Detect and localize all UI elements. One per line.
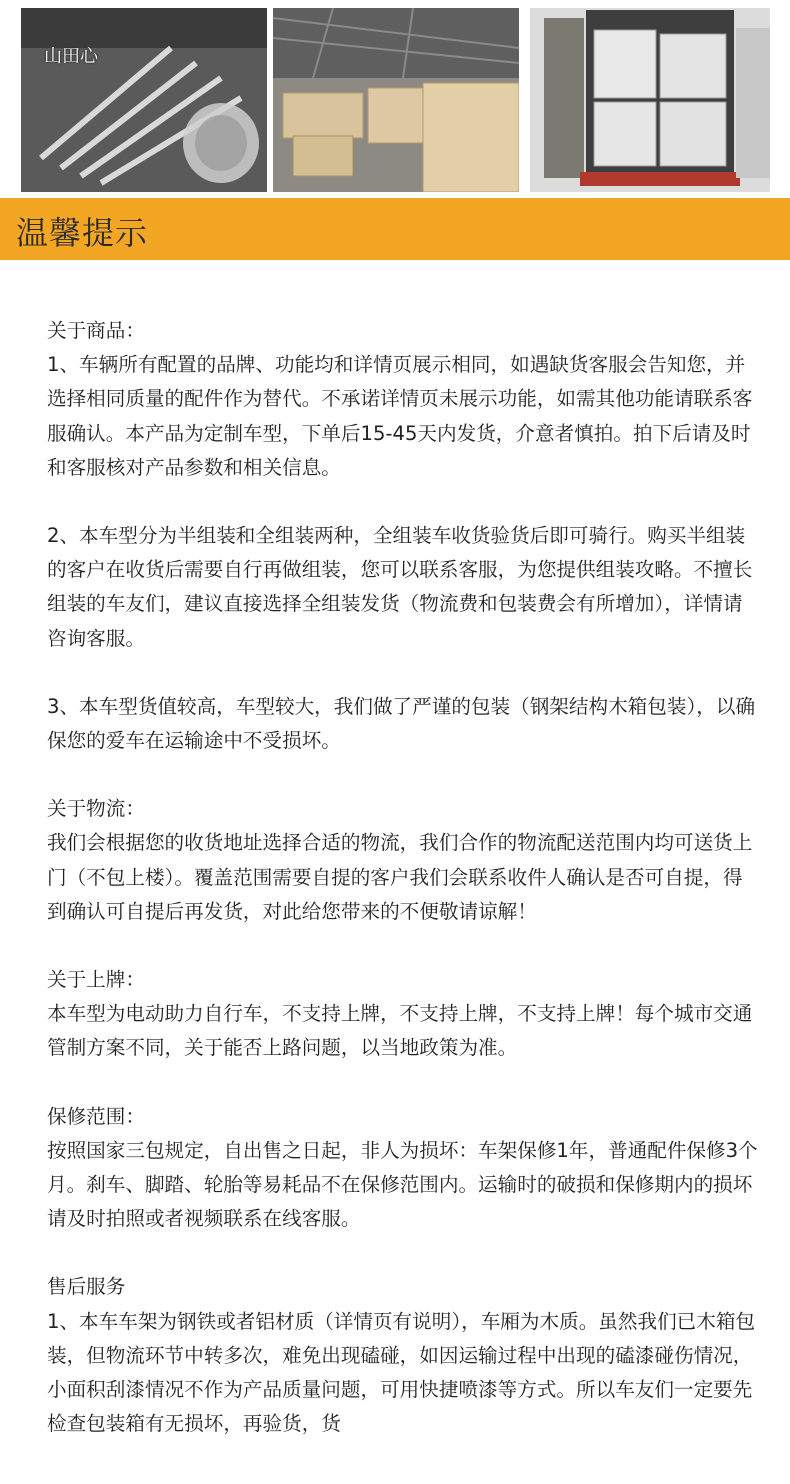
banner-title: 温馨提示 bbox=[16, 214, 149, 252]
photo-strip bbox=[0, 0, 790, 196]
photo-watermark: 山田心 bbox=[44, 46, 98, 67]
warranty-heading: 保修范围： bbox=[47, 1104, 145, 1128]
aftersales-heading: 售后服务 bbox=[47, 1275, 126, 1299]
bicycle-frames-illustration bbox=[21, 8, 267, 192]
goods-paragraph-1: 1、车辆所有配置的品牌、功能均和详情页展示相同，如遇缺货客服会告知您，并选择相同质量的配件作为替代。不承诺详情页未展示功能，如需其他功能请联系客服确认。本产品为定制车型，下单后15-45天内发货，介意者慎拍。拍下后请及时和客服核对产品参数和相关信息。 bbox=[47, 353, 753, 479]
photo-truck-crates bbox=[530, 8, 770, 192]
truck-crates-illustration bbox=[530, 8, 770, 192]
notice-banner bbox=[0, 198, 790, 260]
aftersales-paragraph-1: 1、本车车架为钢铁或者铝材质（详情页有说明），车厢为木质。虽然我们已木箱包装，但物流环节中转多次，难免出现磕碰，如因运输过程中出现的磕漆碰伤情况，小面积刮漆情况不作为产品质量问题，可用快捷喷漆等方式。所以车友们一定要先检查包装箱有无损坏，再验货，货 bbox=[47, 1309, 756, 1436]
goods-heading: 关于商品： bbox=[47, 319, 145, 342]
warehouse-crates-illustration bbox=[273, 8, 519, 192]
goods-paragraph-2: 2、本车型分为半组装和全组装两种，全组装车收货验货后即可骑行。购买半组装的客户在收货后需要自行再做组装，您可以联系客服，为您提供组装攻略。不擅长组装的车友们，建议直接选择全组装发货（物流费和包装费会有所增加），详情请咨询客服。 bbox=[47, 524, 753, 650]
photo-bicycle-frames bbox=[21, 8, 267, 192]
notice-content bbox=[47, 314, 762, 1441]
photo-wooden-crates bbox=[273, 8, 519, 192]
warranty-paragraph: 按照国家三包规定，自出售之日起，非人为损坏：车架保修1年，普通配件保修3个月。刹车、脚踏、轮胎等易耗品不在保修范围内。运输时的破损和保修期内的损坏请及时拍照或者视频联系在线客服。 bbox=[47, 1138, 758, 1231]
logistics-heading: 关于物流： bbox=[47, 797, 145, 821]
goods-paragraph-3: 3、本车型货值较高，车型较大，我们做了严谨的包装（钢架结构木箱包装），以确保您的爱车在运输途中不受损坏。 bbox=[47, 694, 756, 753]
plate-paragraph: 本车型为电动助力自行车，不支持上牌，不支持上牌，不支持上牌！每个城市交通管制方案不同，关于能否上路问题，以当地政策为准。 bbox=[47, 1002, 753, 1060]
logistics-paragraph: 我们会根据您的收货地址选择合适的物流，我们合作的物流配送范围内均可送货上门（不包上楼）。覆盖范围需要自提的客户我们会联系收件人确认是否可自提，得到确认可自提后再发货，对此给您带来的不便敬请谅解！ bbox=[47, 831, 753, 923]
plate-heading: 关于上牌： bbox=[47, 968, 145, 992]
